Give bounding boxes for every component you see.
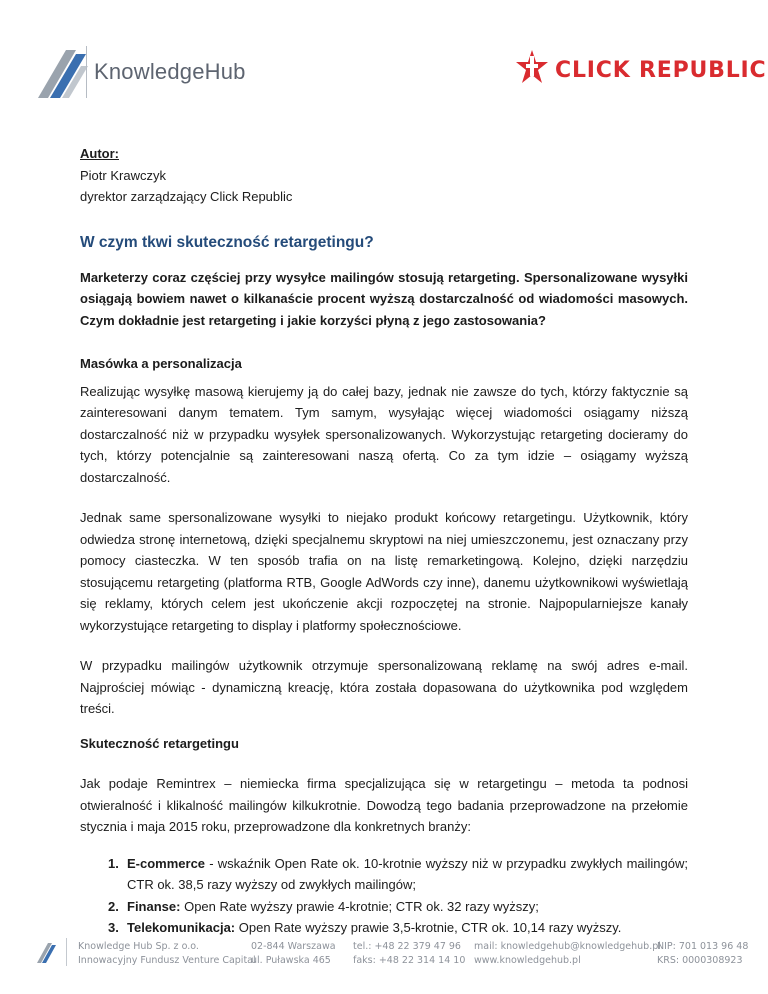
knowledgehub-brand: KnowledgeHub xyxy=(94,59,246,84)
footer-street: ul. Puławska 465 xyxy=(251,955,331,966)
footer-nip: NIP: 701 013 96 48 xyxy=(657,941,749,952)
article-body xyxy=(80,143,688,939)
footer-krs: KRS: 0000308923 xyxy=(657,955,743,966)
page-footer xyxy=(0,926,768,986)
footer-website-link[interactable]: www.knowledgehub.pl xyxy=(474,955,581,966)
section-heading-masowka: Masówka a personalizacja xyxy=(80,356,242,371)
footer-company xyxy=(78,940,256,968)
footer-contact xyxy=(474,940,661,968)
footer-registry xyxy=(657,940,748,968)
section-heading-skutecznosc: Skuteczność retargetingu xyxy=(80,735,239,751)
list-text: - wskaźnik Open Rate ok. 10-krotnie wyższy niż w przypadku zwykłych mailingów; CTR ok. 38,5 razy wyższy od zwykłych mailingów; xyxy=(127,855,688,892)
footer-logo-icon xyxy=(36,938,58,964)
paragraph-4: Jak podaje Remintrex – niemiecka firma specjalizująca się w retargetingu – metoda ta podnosi otwieralność i klikalność mailingów kilkukrotnie. Dowodzą tego badania przeprowadzone na przełomie stycznia i maja 2015 roku, przeprowadzone dla konkretnych branży: xyxy=(80,776,688,834)
footer-tel: tel.: +48 22 379 47 96 xyxy=(353,941,461,952)
article-title: W czym tkwi skuteczność retargetingu? xyxy=(80,233,374,251)
list-item xyxy=(80,853,688,896)
list-term: E-commerce xyxy=(127,855,206,871)
author-role: dyrektor zarządzający Click Republic xyxy=(80,189,293,204)
list-number: 3. xyxy=(108,920,119,935)
paragraph-2: Jednak same spersonalizowane wysyłki to niejako produkt końcowy retargetingu. Użytkownik, który odwiedza stronę internetową, dzięki specjalnemu skryptowi na niej umieszczonemu, jest oznaczany przy pomocy ciasteczka. W ten sposób trafia on na listę remarketingową. Kolejno, dzięki narzędziu stosującemu retargeting (platforma RTB, Google AdWords czy inne), danemu użytkownikowi wyświetlają się reklamy, których celem jest ukończenie akcji rozpoczętej na stronie. Najpopularniejsze kanały wykorzystujące retargeting to display i platformy społecznościowe. xyxy=(80,510,688,633)
footer-divider xyxy=(66,938,67,966)
footer-phones xyxy=(353,940,465,968)
click-republic-star-icon xyxy=(515,48,549,88)
list-term: Telekomunikacja: xyxy=(127,920,236,935)
list-text: Open Rate wyższy prawie 3,5-krotnie, CTR ok. 10,14 razy wyższy. xyxy=(235,920,622,935)
footer-fax: faks: +48 22 314 14 10 xyxy=(353,955,466,966)
paragraph-1: Realizując wysyłkę masową kierujemy ją do całej bazy, jednak nie zawsze do tych, którzy faktycznie są zainteresowani danym tematem. Tym samym, wysyłając więcej wiadomości osiągamy niższą dostarczalność niż w przypadku wysyłek spersonalizowanych. Wykorzystując retargeting docieramy do tych, którzy potencjalnie są zainteresowani naszą ofertą. Co za tym idzie – osiągamy wyższą dostarczalność. xyxy=(80,383,688,485)
list-number: 1. xyxy=(108,855,119,871)
paragraph-3: W przypadku mailingów użytkownik otrzymuje spersonalizowaną reklamę na swój adres e-mail. Najprościej mówiąc - dynamiczną kreację, która została dopasowana do użytkownika pod względem treści. xyxy=(80,658,688,716)
author-name: Piotr Krawczyk xyxy=(80,167,166,183)
list-term: Finanse: xyxy=(127,898,181,914)
author-label: Autor: xyxy=(80,146,119,161)
footer-company-desc: Innowacyjny Fundusz Venture Capital xyxy=(78,955,256,966)
page-header xyxy=(0,0,768,110)
article-lead: Marketerzy coraz częściej przy wysyłce mailingów stosują retargeting. Spersonalizowane wysyłki osiągają bowiem nawet o kilkanaście procent wyższą dostarczalność od wiadomości masowych. Czym dokładnie jest retargeting i jakie korzyści płyną z jego zastosowania? xyxy=(80,269,688,328)
list-item xyxy=(80,896,688,918)
footer-city: 02-844 Warszawa xyxy=(251,941,336,952)
list-number: 2. xyxy=(108,898,119,914)
footer-address xyxy=(251,940,336,968)
click-republic-brand: CLICK REPUBLIC xyxy=(555,58,767,83)
footer-company-name: Knowledge Hub Sp. z o.o. xyxy=(78,941,199,952)
footer-email-link[interactable]: mail: knowledgehub@knowledgehub.pl xyxy=(474,941,661,952)
header-divider xyxy=(86,46,87,98)
list-text: Open Rate wyższy prawie 4-krotnie; CTR ok. 32 razy wyższy; xyxy=(180,898,539,914)
